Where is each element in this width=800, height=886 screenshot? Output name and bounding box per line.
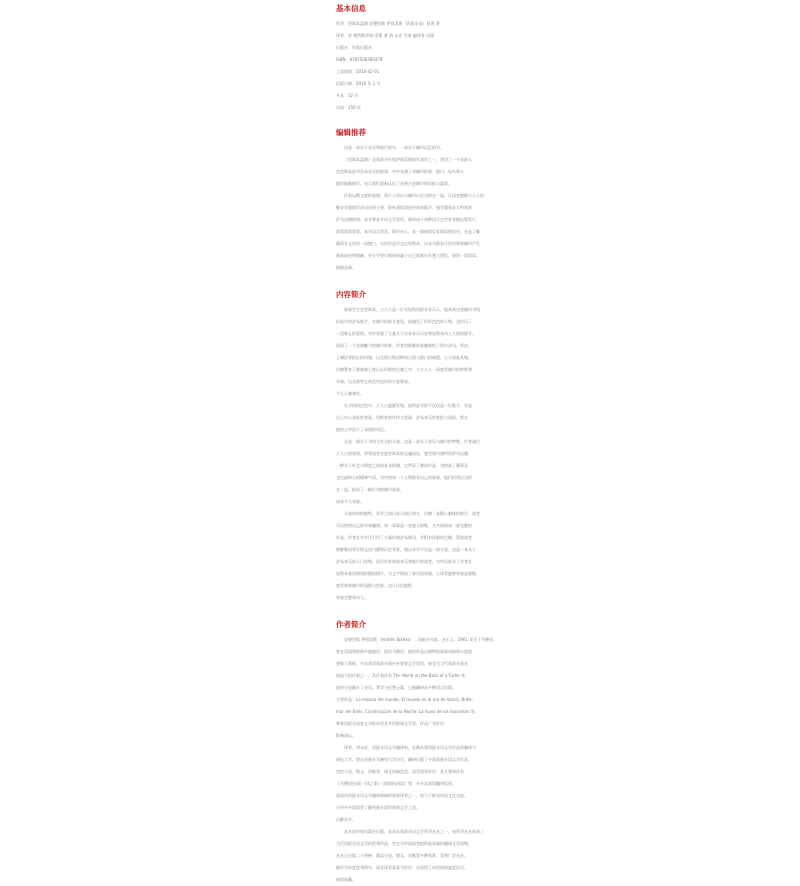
paragraph-line: 丛书已出版二十余种，涵盖小说、散文、诗歌等多种体裁，受到广泛关注，: [336, 853, 468, 858]
paragraph-line: 更加完整和动人。: [336, 595, 368, 600]
paragraph-line: 创造力的作家之一。其代表作有 The World on the Back of a Turtle 等，: [336, 673, 470, 678]
paragraph-line: 上城区等街区的风貌，以及塔古斯河畔的日落与港口的喧嚣，让人如临其境，: [336, 355, 472, 360]
paragraph-line: 译者：安 德烈斯伊班 涅斯 著 刘 永宏 学译 编译者 出版: [336, 33, 435, 38]
paragraph-line: 作者以散文般的笔调，将个人经历与城市历史交织在一起，让读者跟随主人公的: [344, 193, 484, 198]
paragraph-line: 展现了一个充满魅力的城市形象。作者用细腻的笔触描绘了阿尔法玛、拜沙、: [336, 343, 472, 348]
paragraph-line: 想象力著称，多次获得西班牙国内外重要文学奖项，被誉为当代西班牙最具: [336, 661, 468, 666]
paragraph-line: 可以按照自己的节奏翻阅，每一章都是一首独立的歌，又共同构成一部完整的: [336, 523, 472, 528]
paragraph-line: 令人心驰神往。: [336, 391, 364, 396]
paragraph-line: 在一起，组成了一幅生动的城市画卷，: [336, 487, 404, 492]
paragraph-line: 一段难忘的爱情。书中穿插了大量关于法朵音乐历史和里斯本风土人情的描写，: [336, 331, 476, 336]
paragraph-line: 一种介于怀念与渴望之间的复杂情感，它贯穿了整部作品，也构成了葡萄牙: [336, 463, 468, 468]
paragraph-line: 传说中的法朵歌手，在城市的街头巷尾，他遇见了形形色色的人物，也经历了: [336, 319, 472, 324]
paragraph-line: 葡萄牙文化的一扇窗口。无论你是否去过里斯本，这本书都会让你对那座城市产生: [336, 241, 480, 246]
content-section: [336, 290, 480, 604]
section-heading: 内容简介: [336, 290, 366, 299]
paragraph-line: 曾在美国和欧洲多地旅居，现居马德里。他的作品以独特的叙事风格和丰富的: [336, 649, 472, 654]
paragraph-line: 他的小说融合了音乐、哲学与幻想元素，已被翻译成多种语言出版。: [336, 685, 456, 690]
paragraph-line: 上架时间：2016-02-01: [336, 69, 380, 74]
paragraph-line: 主要作品：La música del mundo, El mundo en la era de Varick, Brilla,: [336, 697, 473, 702]
paragraph-line: 研究工作，曾在西班牙马德里大学访学，翻译出版了多部西班牙语文学作品，: [336, 757, 472, 762]
paragraph-line: 文化最核心的精神气质。书中的每一个人物都有自己的故事，他们的命运交织: [336, 475, 472, 480]
paragraph-line: 萨乌达德情绪。本书曾获多项文学奖项，被译成十余种语言在世界各地出版发行，: [336, 217, 480, 222]
paragraph-line: 细细品味。: [336, 265, 356, 270]
paragraph-line: 影响深远。: [336, 733, 356, 738]
paragraph-line: 本书由作家出版社出版，是该社西班牙语文学系列丛书之一，该系列丛书收录了: [344, 829, 484, 834]
book-detail-document: [336, 4, 498, 886]
paragraph-line: 这是一本关于音乐和旅行的书，一本关于城市记忆的书。: [344, 145, 444, 150]
paragraph-line: 当代西班牙语文学的优秀作品，旨在为中国读者提供高质量的翻译文学读物，: [336, 841, 472, 846]
paragraph-line: 在寻找的过程中，主人公逐渐发现，他所追寻的不仅仅是一位歌手，更是: [344, 403, 472, 408]
paragraph-line: 译者，刘永宏，西班牙语文学翻译家，长期从事西班牙语文学作品的翻译与: [344, 745, 476, 750]
paragraph-line: 主人公的视角，带领读者走进里斯本的灵魂深处，感受那份独特的萨乌达德，: [336, 451, 472, 456]
editor-section: [336, 128, 484, 274]
paragraph-line: mar del Edén, Construcción de la Noche, La lluvia de los inocentes 等，: [336, 709, 479, 714]
section-heading: 编辑推荐: [336, 128, 366, 137]
paragraph-line: ISBN：9787506385478: [336, 57, 383, 62]
paragraph-line: 群的细腻描写，也让我们重新认识了这座古老城市的忧郁与温柔。: [336, 181, 452, 186]
paragraph-line: 节奏，以及那些在夜色中流传的古老歌谣，: [336, 379, 412, 384]
paragraph-line: 开本：32 开: [336, 93, 359, 98]
paragraph-line: 读来令人动容。: [336, 499, 364, 504]
paragraph-line: 里斯本旅居期间拍摄的照片，为文字增添了真实的质感，让读者能够更加直观地: [336, 571, 476, 576]
author-section: [336, 620, 498, 886]
paragraph-line: 是国内西班牙语文学翻译领域的重要译者之一，致力于推动中西文化交流，: [336, 793, 468, 798]
section-heading: 基本信息: [336, 4, 366, 13]
paragraph-line: 在里斯本追寻法朵音乐的故事，书中充满了对城市街巷、港口、电车和人: [336, 169, 464, 174]
paragraph-line: 值得收藏。: [336, 877, 356, 882]
paragraph-line: 出版日期：2016 年 1 月: [336, 81, 381, 86]
paragraph-line: 小说的结构独特，章节之间以音乐曲目命名，仿佛一张精心编排的唱片，读者: [344, 511, 480, 516]
paragraph-line: 理解歌词背后的文化内涵和历史背景，使这本书不仅是一部小说，也是一本关于: [336, 547, 476, 552]
paragraph-line: 出版社：作家出版社: [336, 45, 372, 50]
section-heading: 作者简介: [336, 620, 366, 629]
paragraph-line: 作者：里斯本蓝调 安德烈斯 伊班涅斯（西班牙语）原著 著: [336, 21, 440, 26]
paragraph-line: 法朵音乐的入门读物，适合所有热爱音乐和旅行的读者。书中还收录了作者在: [336, 559, 472, 564]
paragraph-line: 页码：256 页: [336, 105, 361, 110]
paragraph-line: 这是一部关于寻找与失去的小说，也是一部关于音乐与城市的赞歌。作者通过: [344, 439, 480, 444]
paragraph-line: 被评为年度优秀图书，深受读者喜爱与好评，也获得了评论界的高度认可，: [336, 865, 468, 870]
paragraph-line: 他的心中留下了深刻的印记。: [336, 427, 388, 432]
paragraph-line: 安德烈斯 伊班涅斯（Andrés Ibáñez），西班牙作家、音乐人，1961 年生于马德里，: [344, 637, 498, 642]
paragraph-line: 作品。作者在书中还引用了大量经典法朵歌词，并附有详细的注释，帮助读者: [336, 535, 472, 540]
paragraph-line: 故事发生在里斯本，主人公是一位年轻的西班牙音乐人，他来到这座城市寻找: [344, 307, 480, 312]
paragraph-line: 仿佛置身于那座被七座山丘环抱的古城之中，与主人公一同感受城市的呼吸和: [336, 367, 472, 372]
paragraph-line: 曾获西班牙国家文学批评奖及多项欧洲文学奖，作品广受好评，: [336, 721, 448, 726]
paragraph-line: 《马德里往事》《风之影》《时间的河流》等，并多次获得翻译奖项，: [336, 781, 456, 786]
paragraph-line: 让更多中国读者了解西班牙语世界的文学之美，: [336, 805, 420, 810]
paragraph-line: 包括小说、散文、诗歌等，译文流畅优美，深受读者好评，其主要译作有: [336, 769, 464, 774]
paragraph-line: 新的向往和理解，并在字里行间找到属于自己的那份乡愁与回忆，值得一读再读，: [336, 253, 480, 258]
paragraph-line: 深受读者喜爱。本书语言优美，情节动人，是一部值得反复阅读的佳作，也是了解: [336, 229, 480, 234]
paragraph-line: 感受那座城市的氛围与色彩，也让这段旅程: [336, 583, 412, 588]
paragraph-line: 自己内心深处的答案。里斯本的忧伤与美丽，法朵音乐的悲怆与深情，都在: [336, 415, 468, 420]
paragraph-line: 《里斯本蓝调》是西班牙作家伊班涅斯的代表作之一，讲述了一个年轻人: [344, 157, 472, 162]
paragraph-line: 贡献良多。: [336, 817, 356, 822]
paragraph-line: 脚步穿越阿尔法玛区的小巷，聆听酒馆深处传来的歌声，感受葡萄牙人特有的: [336, 205, 472, 210]
info-section: [336, 4, 466, 114]
